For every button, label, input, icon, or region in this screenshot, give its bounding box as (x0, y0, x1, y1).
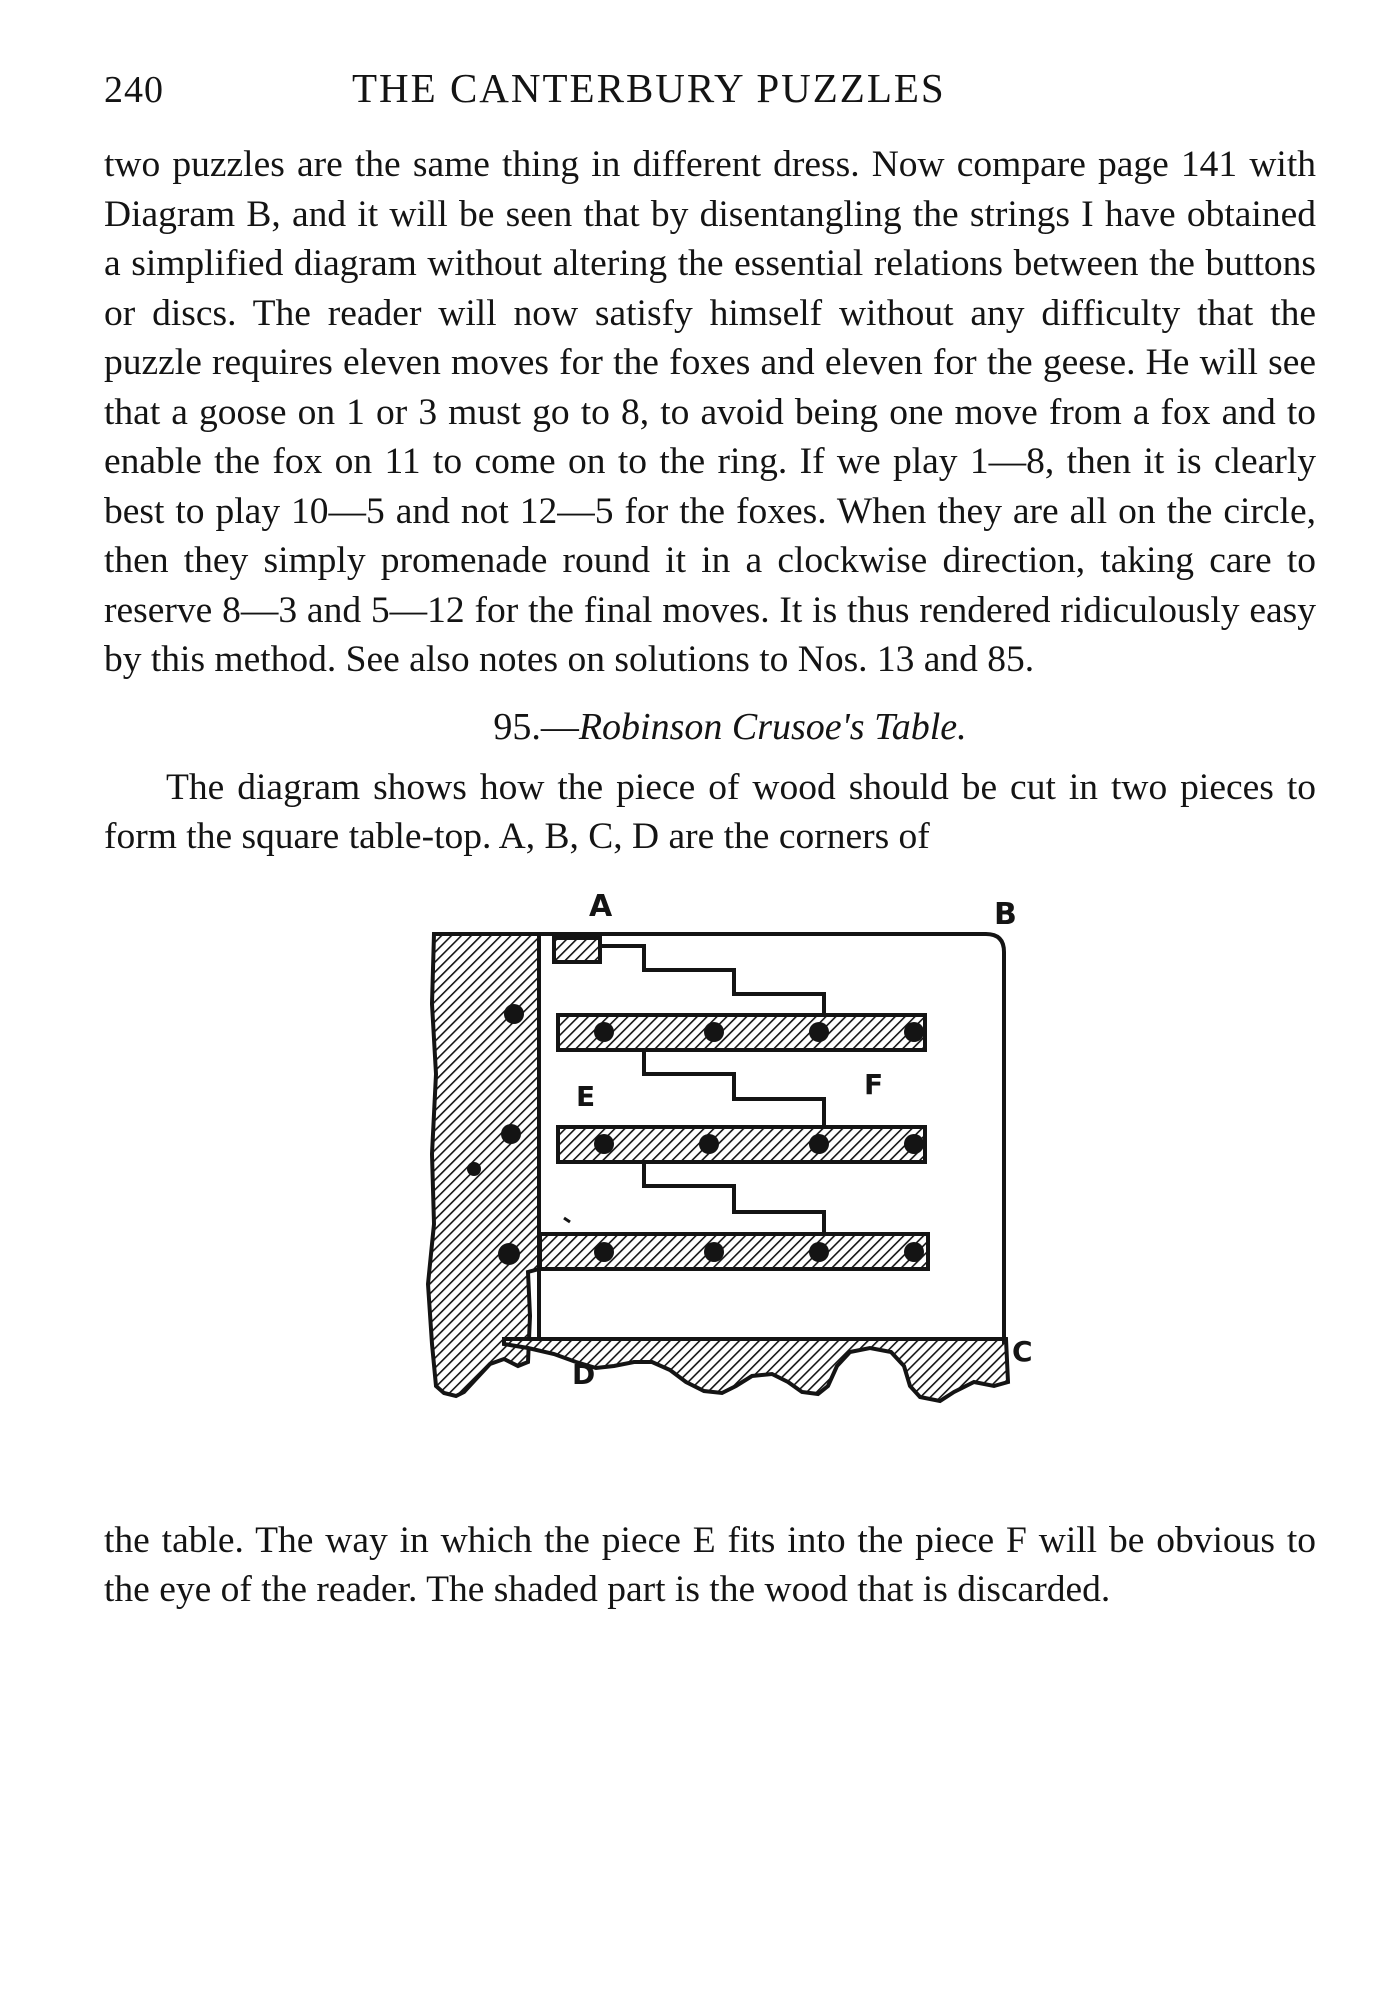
dot (501, 1124, 521, 1144)
piece-label-f: F (864, 1067, 884, 1101)
section-title: Robinson Crusoe's Table. (578, 705, 967, 748)
table-cutting-diagram (104, 874, 1316, 1494)
section-heading (104, 705, 1316, 749)
running-head (104, 60, 1316, 140)
book-page (104, 60, 1316, 1615)
piece-label-e: E (576, 1079, 596, 1113)
corner-label-c: C (1012, 1334, 1033, 1368)
running-title: THE CANTERBURY PUZZLES (352, 65, 946, 111)
corner-label-b: B (994, 896, 1017, 932)
dot (498, 1243, 520, 1265)
step-cut-line (600, 946, 824, 1234)
discarded-top-stub (554, 938, 600, 962)
corner-label-d: D (572, 1357, 596, 1391)
section-number: 95.— (493, 705, 579, 748)
discarded-left-strip (428, 934, 539, 1396)
diagram-svg (314, 874, 1104, 1494)
corner-label-a: A (589, 888, 613, 924)
dot (467, 1162, 481, 1176)
page-number: 240 (104, 69, 164, 111)
stray-mark (564, 1218, 570, 1222)
dot (504, 1004, 524, 1024)
body-paragraph-intro: The diagram shows how the piece of wood should be cut in two pieces to form the square table-top. A, B, C, D are the corners of (104, 766, 1316, 857)
body-paragraph-continuation: two puzzles are the same thing in different dress. Now compare page 141 with Diagram B, and it will be seen that by disentangling the strings I have obtained a simplified diagram without altering the essential relations between the buttons or discs. The reader will now satisfy himself without any difficulty that the puzzle requires eleven moves for the foxes and eleven for the geese. He will see that a goose on 1 or 3 must go to 8, to avoid being one move from a fox and to enable the fox on 11 to come on to the ring. If we play 1—8, then it is clearly best to play 10—5 and not 12—5 for the foxes. When they are all on the circle, then they simply promenade round it in a clockwise direction, taking care to reserve 8—3 and 5—12 for the final moves. It is thus rendered ridiculously easy by this method. See also notes on solutions to Nos. 13 and 85. (104, 144, 1316, 680)
body-paragraph-conclusion: the table. The way in which the piece E fits into the piece F will be obvious to the eye of the reader. The shaded part is the wood that is discarded. (104, 1519, 1316, 1610)
